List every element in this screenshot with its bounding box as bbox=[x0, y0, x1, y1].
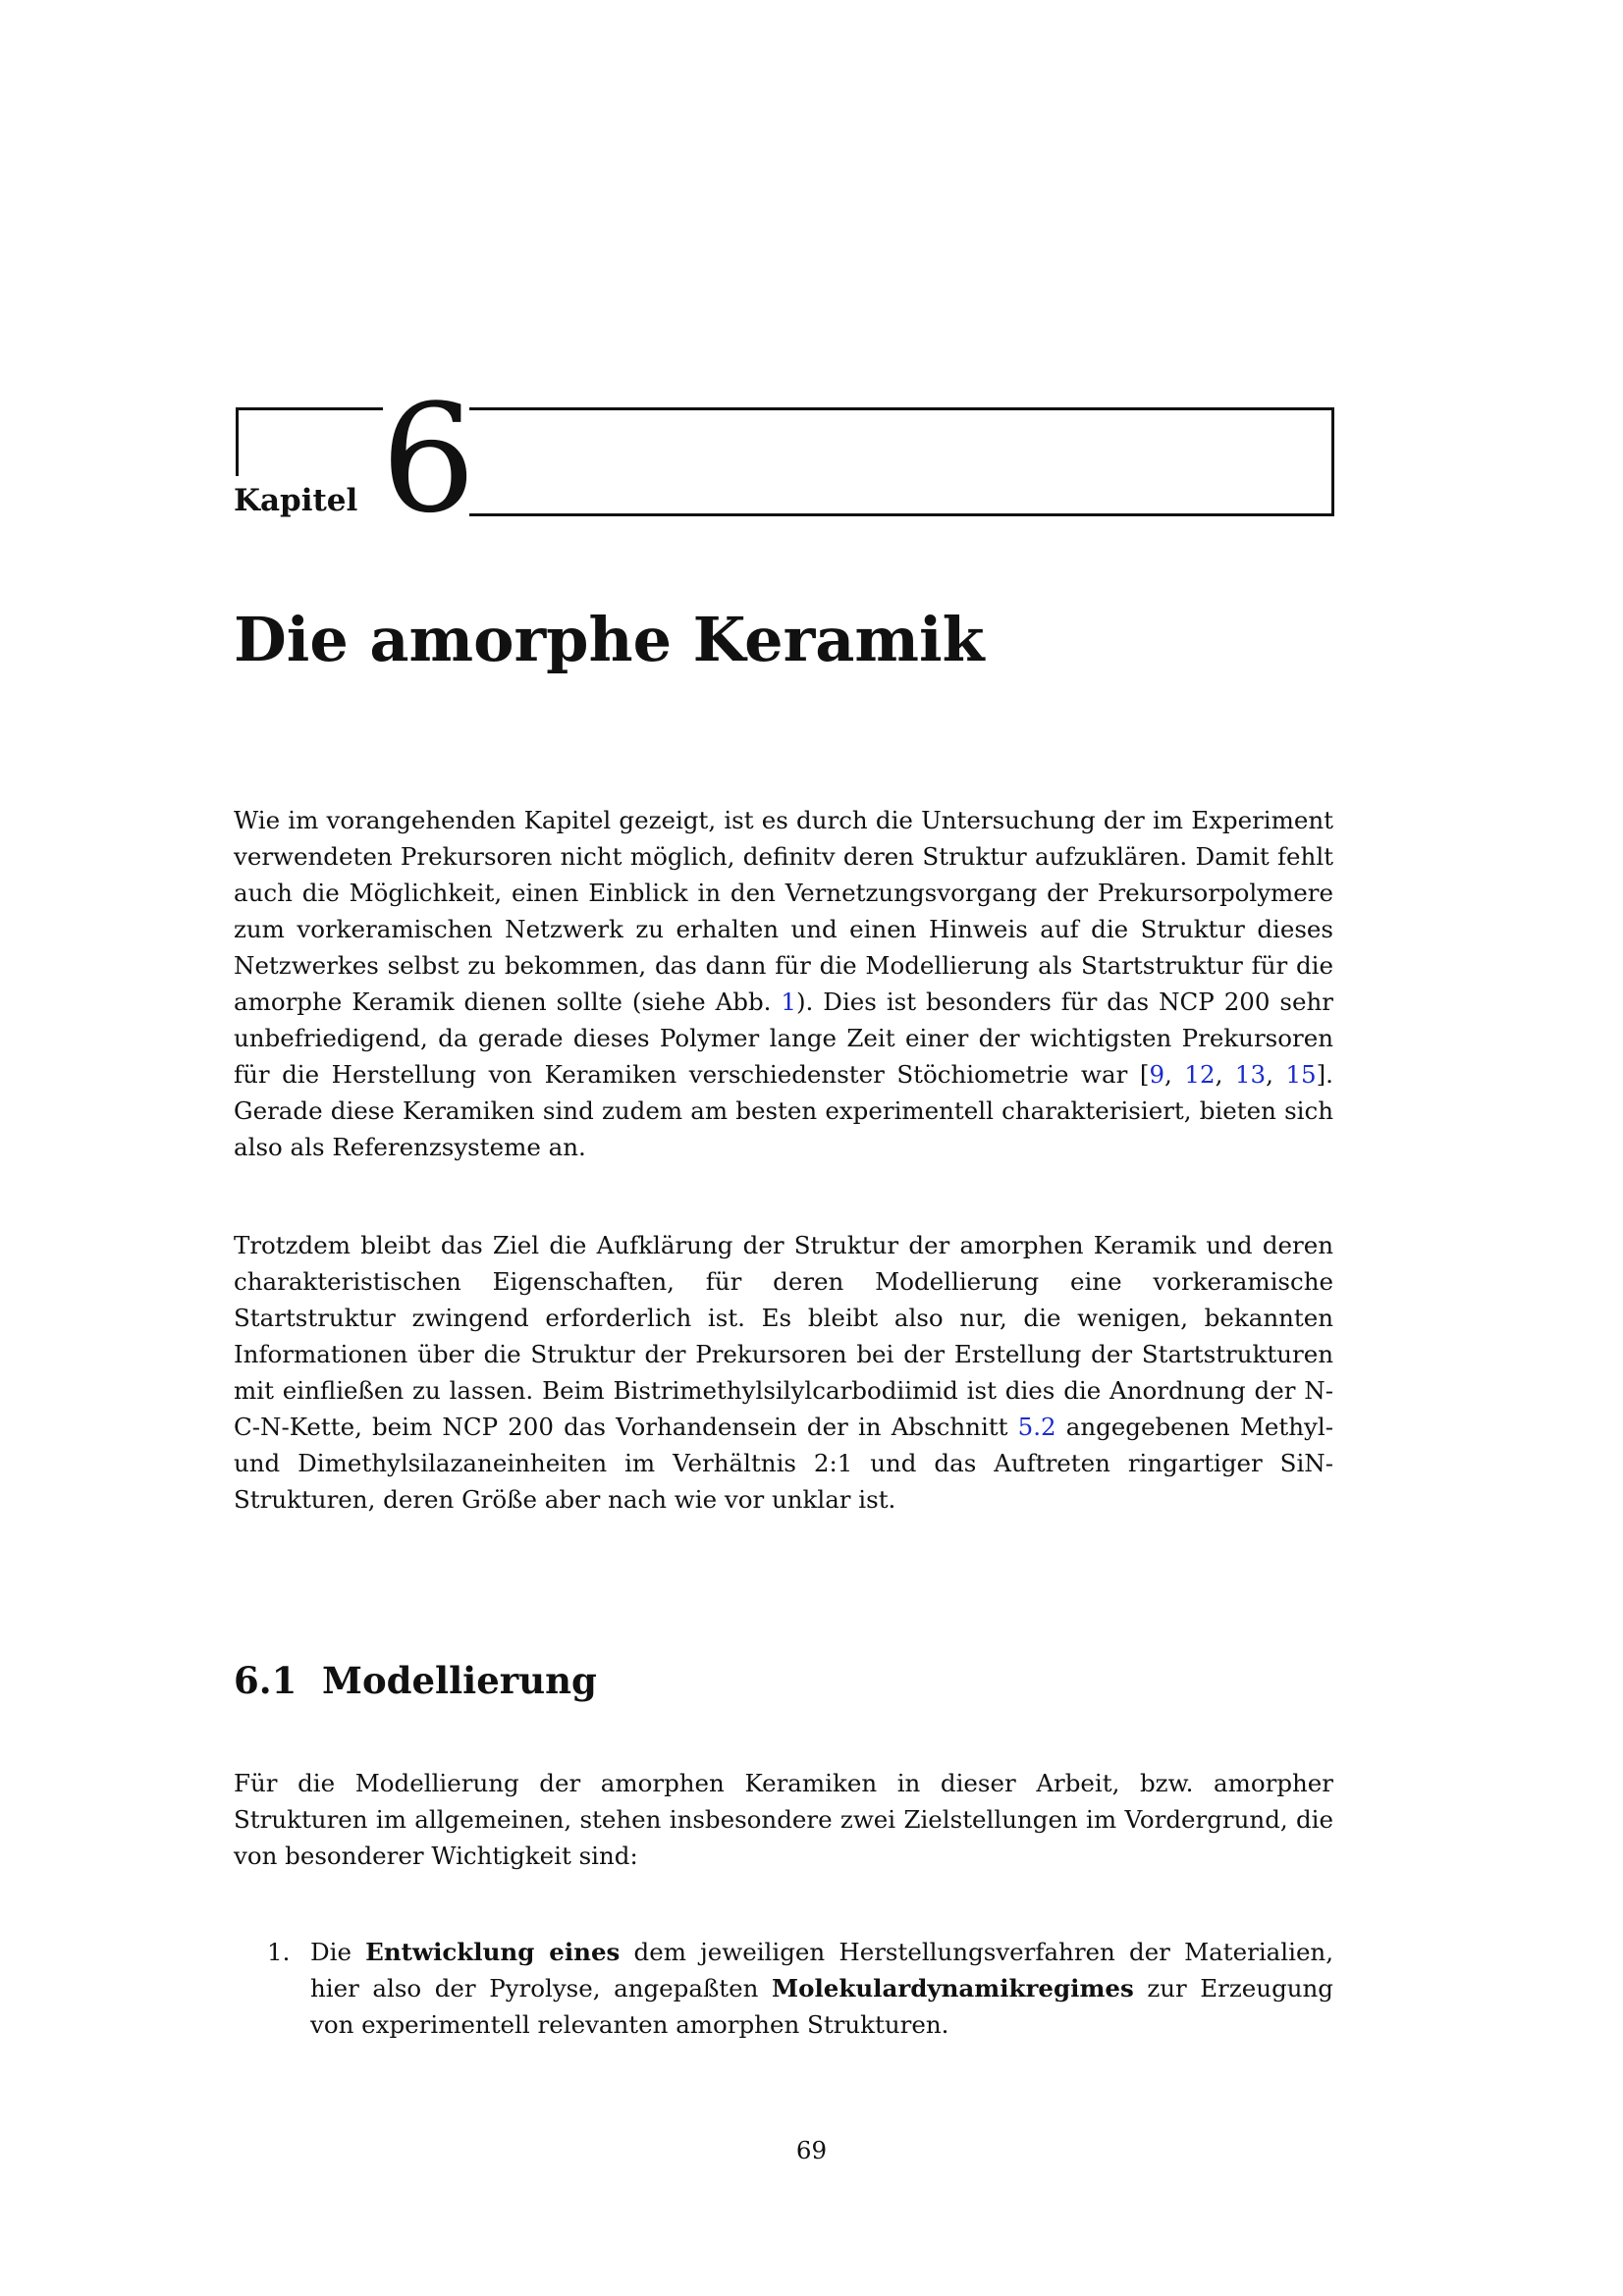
section-number: 6.1 bbox=[234, 1659, 298, 1702]
figure-reference-link[interactable]: 1 bbox=[781, 988, 796, 1016]
chapter-frame-top-right bbox=[469, 407, 1333, 410]
list-item-text: dem jeweiligen Herstellungsverfahren der Materialien, hier also der Pyrolyse, angepaßten bbox=[310, 1938, 1334, 2002]
citation-link[interactable]: 15 bbox=[1285, 1060, 1317, 1089]
chapter-label: Kapitel bbox=[234, 483, 358, 518]
chapter-frame-left-edge bbox=[236, 407, 239, 476]
list-item-bold-text: Molekulardynamikregimes bbox=[772, 1974, 1134, 2002]
chapter-frame-bottom bbox=[469, 513, 1334, 516]
paragraph-modelling: Für die Modellierung der amorphen Keramiken in dieser Arbeit, bzw. amorpher Strukturen im allgemeinen, stehen insbesondere zwei Zielstellungen im Vordergrund, die von besonderer Wichtigkeit sind: bbox=[234, 1769, 1333, 1870]
chapter-title: Die amorphe Keramik bbox=[234, 604, 985, 675]
page-number: 69 bbox=[795, 2136, 828, 2164]
section-heading bbox=[234, 1657, 597, 1704]
paragraph-intro-text: Wie im vorangehenden Kapitel gezeigt, ist es durch die Untersuchung der im Experiment verwendeten Prekursoren nicht möglich, definitv deren Struktur aufzuklären. Damit fehlt auch die Möglichkeit, einen Einblick in den Vernetzungsvorgang der Prekursorpolymere zum vorkeramischen Netzwerk zu erhalten und einen Hinweis auf die Struktur dieses Netzwerkes selbst zu bekommen, das dann für die Modellierung als Startstruktur für die amorphe Keramik dienen sollte (siehe Abb. bbox=[234, 806, 1333, 1016]
chapter-frame-right-edge bbox=[1331, 407, 1334, 515]
section-reference-link[interactable]: 5.2 bbox=[1017, 1413, 1056, 1441]
list-item-bold-text: Entwicklung eines bbox=[365, 1938, 621, 1966]
list-item bbox=[234, 1934, 1333, 2043]
citation-link[interactable]: 13 bbox=[1234, 1060, 1267, 1089]
citation-separator: , bbox=[1215, 1060, 1235, 1089]
goals-list bbox=[234, 1934, 1333, 2043]
chapter-number: 6 bbox=[381, 372, 476, 546]
chapter-frame-top-left bbox=[236, 407, 383, 410]
citation-separator: , bbox=[1266, 1060, 1286, 1089]
list-marker: 1. bbox=[267, 1938, 291, 1966]
section-title: Modellierung bbox=[322, 1659, 597, 1702]
paragraph-goal bbox=[234, 1227, 1333, 1518]
list-item-text: Die bbox=[310, 1938, 366, 1966]
citation-link[interactable]: 12 bbox=[1184, 1060, 1216, 1089]
paragraph-intro bbox=[234, 802, 1333, 1165]
list-item-text: zur Erzeugung von experimentell relevanten amorphen Strukturen. bbox=[310, 1974, 1333, 2039]
paragraph-intro-text: ]. Gerade diese Keramiken sind zudem am besten experimentell charakterisiert, bieten sich also als Referenzsysteme an. bbox=[234, 1060, 1333, 1161]
citation-separator: , bbox=[1164, 1060, 1185, 1089]
citation-link[interactable]: 9 bbox=[1149, 1060, 1165, 1089]
paragraph-goal-text: Trotzdem bleibt das Ziel die Aufklärung der Struktur der amorphen Keramik und deren charakteristischen Eigenschaften, für deren Modellierung eine vorkeramische Startstruktur zwingend erforderlich ist. Es bleibt also nur, die wenigen, bekannten Informationen über die Struktur der Prekursoren bei der Erstellung der Startstrukturen mit einfließen zu lassen. Beim Bistrimethylsilylcarbodiimid ist dies die Anordnung der N-C-N-Kette, beim NCP 200 das Vorhandensein der in Abschnitt bbox=[234, 1231, 1333, 1441]
paragraph-intro-text: ). Dies ist besonders für das NCP 200 sehr unbefriedigend, da gerade dieses Polymer lange Zeit einer der wichtigsten Prekursoren für die Herstellung von Keramiken verschiedenster Stöchiometrie war [ bbox=[234, 988, 1333, 1089]
paragraph-goal-text: angegebenen Methyl- und Dimethylsilazaneinheiten im Verhältnis 2:1 und das Auftreten ringartiger SiN-Strukturen, deren Größe aber nach wie vor unklar ist. bbox=[234, 1413, 1334, 1514]
